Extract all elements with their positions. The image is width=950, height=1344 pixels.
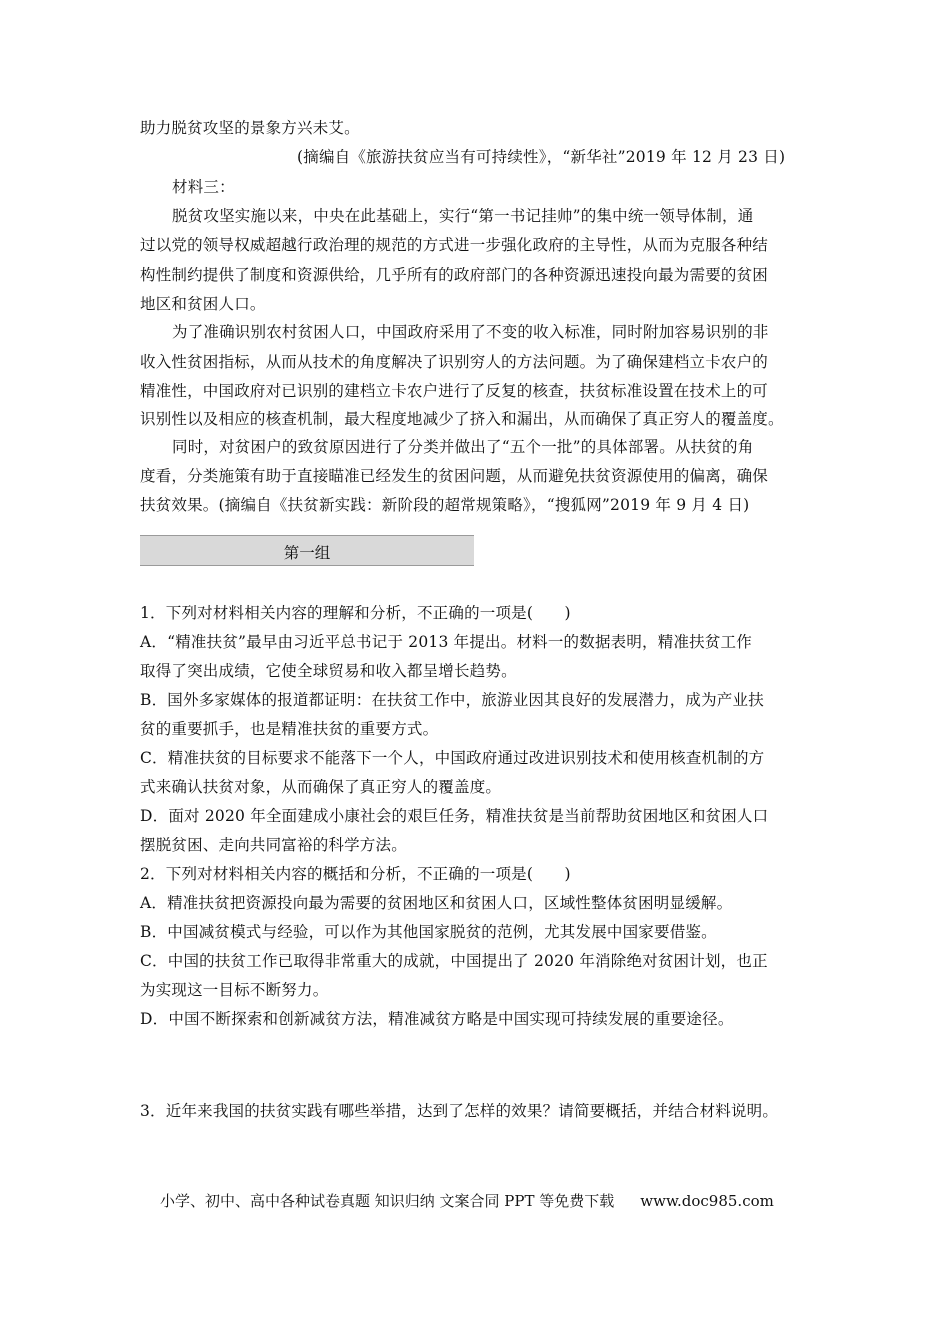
question-line: B．国外多家媒体的报道都证明：在扶贫工作中，旅游业因其良好的发展潜力，成为产业扶 [140,691,764,709]
question-line: A．“精准扶贫”最早由习近平总书记于 2013 年提出。材料一的数据表明，精准扶贫工作 [140,633,752,651]
question-line: 式来确认扶贫对象，从而确保了真正穷人的覆盖度。 [140,778,502,796]
material3-line: 过以党的领导权威超越行政治理的规范的方式进一步强化政府的主导性，从而为克服各种结 [140,236,769,254]
material3-line: 脱贫攻坚实施以来，中央在此基础上，实行“第一书记挂帅”的集中统一领导体制，通 [172,207,754,225]
material2-last-line: 助力脱贫攻坚的景象方兴未艾。 [140,119,360,137]
question-line: 2．下列对材料相关内容的概括和分析，不正确的一项是( ) [140,865,571,883]
material3-line: 扶贫效果。(摘编自《扶贫新实践：新阶段的超常规策略》，“搜狐网”2019 年 9 月 4 日) [140,496,750,514]
group-title-bar [140,535,474,566]
material3-line: 地区和贫困人口。 [140,295,266,313]
material3-line: 度看，分类施策有助于直接瞄准已经发生的贫困问题，从而避免扶贫资源使用的偏离，确保 [140,467,769,485]
material3-line: 为了准确识别农村贫困人口，中国政府采用了不变的收入标准，同时附加容易识别的非 [172,323,769,341]
question-line: B．中国减贫模式与经验，可以作为其他国家脱贫的范例，尤其发展中国家要借鉴。 [140,923,717,941]
question-line: D．中国不断探索和创新减贫方法，精准减贫方略是中国实现可持续发展的重要途径。 [140,1010,734,1028]
material3-line: 构性制约提供了制度和资源供给，几乎所有的政府部门的各种资源迅速投向最为需要的贫困 [140,266,769,284]
question-line: 1．下列对材料相关内容的理解和分析，不正确的一项是( ) [140,604,571,622]
question-line: A．精准扶贫把资源投向最为需要的贫困地区和贫困人口，区域性整体贫困明显缓解。 [140,894,733,912]
question-line: 贫的重要抓手，也是精准扶贫的重要方式。 [140,720,439,738]
question-line: C．中国的扶贫工作已取得非常重大的成就，中国提出了 2020 年消除绝对贫困计划，也正 [140,952,768,970]
question-line: D．面对 2020 年全面建成小康社会的艰巨任务，精准扶贫是当前帮助贫困地区和贫困人口 [140,807,769,825]
material2-source: (摘编自《旅游扶贫应当有可持续性》，“新华社”2019 年 12 月 23 日) [297,148,786,166]
footer-url[interactable]: www.doc985.com [640,1192,774,1210]
group-title: 第一组 [283,544,331,562]
question-line: C．精准扶贫的目标要求不能落下一个人，中国政府通过改进识别技术和使用核查机制的方 [140,749,765,767]
material3-line: 同时，对贫困户的致贫原因进行了分类并做出了“五个一批”的具体部署。从扶贫的角 [172,438,754,456]
question-line: 取得了突出成绩，它使全球贸易和收入都呈增长趋势。 [140,662,517,680]
question-3: 3．近年来我国的扶贫实践有哪些举措，达到了怎样的效果？请简要概括，并结合材料说明。 [140,1102,779,1120]
material3-line: 精准性，中国政府对已识别的建档立卡农户进行了反复的核查，扶贫标准设置在技术上的可 [140,382,769,400]
material3-line: 识别性以及相应的核查机制，最大程度地减少了挤入和漏出，从而确保了真正穷人的覆盖度。 [140,410,784,428]
footer-text: 小学、初中、高中各种试卷真题 知识归纳 文案合同 PPT 等免费下载 [160,1192,615,1210]
material3-line: 收入性贫困指标，从而从技术的角度解决了识别穷人的方法问题。为了确保建档立卡农户的 [140,353,769,371]
question-line: 为实现这一目标不断努力。 [140,981,329,999]
material3-heading: 材料三： [172,178,235,196]
question-line: 摆脱贫困、走向共同富裕的科学方法。 [140,836,407,854]
page-footer [160,1191,774,1211]
